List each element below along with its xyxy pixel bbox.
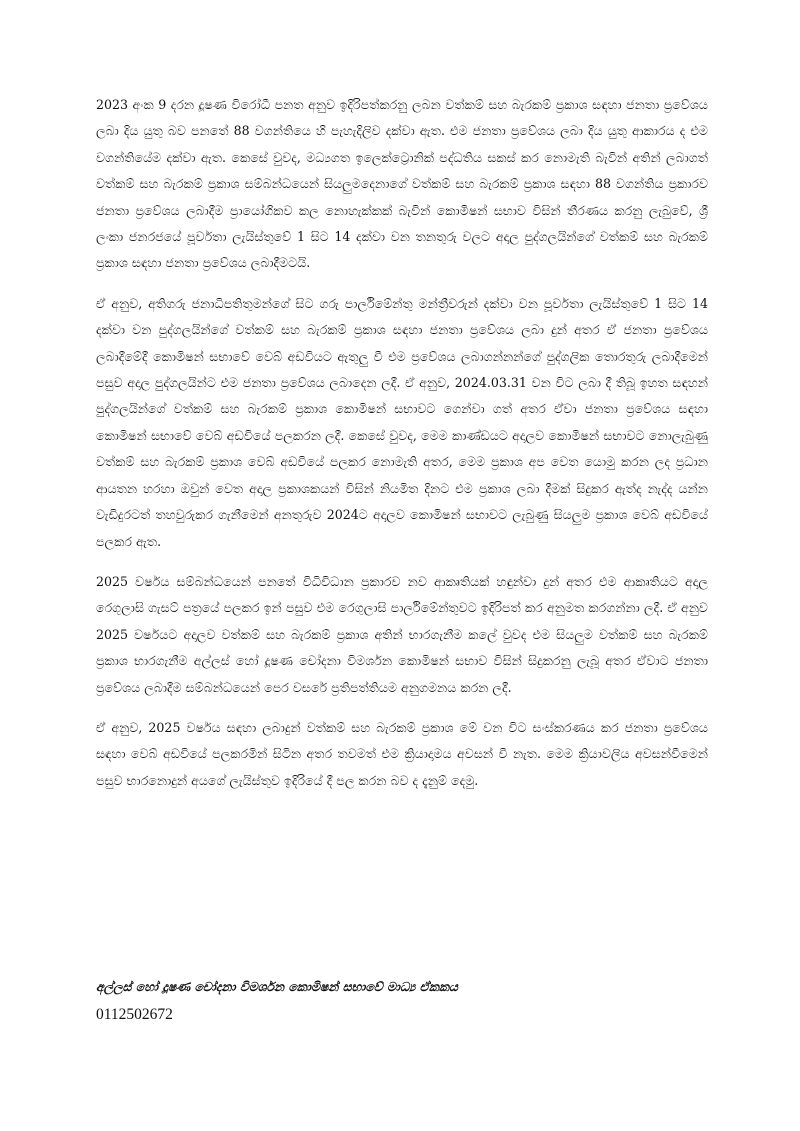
signature-block — [96, 976, 708, 1028]
contact-phone: 0112502672 — [96, 1006, 173, 1023]
paragraph-2: ඒ අනුව, අතිගරු ජනාධිපතිතුමන්ගේ සිට ගරු පාර්ලිමේන්තු මන්ත්‍රීවරුන් දක්වා වන පූර්වතා ලැයිස්තුවේ 1 සිට 14 දක්වා වන පුද්ගලයින්ගේ වත්කම් සහ බැරකම් ප්‍රකාශ සඳහා ජනතා ප්‍රවේශය ලබා දුන් අතර ඒ ජනතා ප්‍රවේශය ලබාදීමේදී කොමිෂන් සභාවේ වෙබ් අඩවියට ඇතුලු වී එම ප්‍රවේශය ලබාගන්නන්ගේ පුද්ගලික තොරතුරු ලබාදීමෙන් පසුව අදාල පුද්ගලයින්ට එම ජනතා ප්‍රවේශය ලබාදෙන ලදී. ඒ අනුව, 2024.03.31 වන විට ලබා දී තිබූ ඉහත සඳහන් පුද්ගලයින්ගේ වත්කම් සහ බැරකම් ප්‍රකාශ කොමිෂන් සභාවට ගෙන්වා ගත් අතර ඒවා ජනතා ප්‍රවේශය සඳහා කොමිෂන් සභාවේ වෙබ් අඩවියේ පලකරන ලදී. කෙසේ වුවද, මෙම කාණ්ඩයට අදාලව කොමිෂන් සභාවට නොලැබුණු වත්කම් සහ බැරකම් ප්‍රකාශ වෙබ් අඩවියේ පලකර නොමැති අතර, මෙම ප්‍රකාශ අප වෙත යොමු කරන ලද ප්‍රධාන ආයතන හරහා ඔවුන් වෙත අදාල ප්‍රකාශකයන් විසින් නියමිත දිනට එම ප්‍රකාශ ලබා දීමක් සිදුකර ඇත්ද නැද්ද යන්න වැඩිදුරටත් තහවුරුකර ගැනීමෙන් අනතුරුව 2024ට අදාලව කොමිෂන් සභාවට ලැබුණු සියලුම ප්‍රකාශ වෙබ් අඩවියේ පලකර ඇත. — [96, 295, 708, 549]
paragraph-3: 2025 වර්ෂය සම්බන්ධයෙන් පනතේ විධිවිධාන ප්‍රකාරව නව ආකෘතියක් හඳුන්වා දුන් අතර එම ආකෘතියට අදාල රෙගුලාසි ගැසට් පත්‍රයේ පලකර ඉන් පසුව එම රෙගුලාසි පාර්ලිමේන්තුවට ඉදිරිපත් කර අනුමත කරගන්නා ලදී. ඒ අනුව 2025 වර්ෂයට අදාලව වත්කම් සහ බැරකම් ප්‍රකාශ අතින් භාරගැනීම කලේ වුවද එම සියලුම වත්කම් සහ බැරකම් ප්‍රකාශ භාරගැනීම අල්ලස් හෝ දූෂණ චෝදනා විමර්ශන කොමිෂන් සභාව විසින් සිදුකරනු ලැබූ අතර ඒවාට ජනතා ප්‍රවේශය ලබාදීම සම්බන්ධයෙන් පෙර වසරේ ප්‍රතිපත්තියම අනුගමනය කරන ලදී. — [96, 573, 708, 695]
paragraph-1: 2023 අංක 9 දරන දූෂණ විරෝධී පනත අනුව ඉදිරිපත්කරනු ලබන වත්කම් සහ බැරකම් ප්‍රකාශ සඳහා ජනතා ප්‍රවේශය ලබා දිය යුතු බව පනතේ 88 වගන්තියෙ හි පැහැදිලිව දක්වා ඇත. එම ජනතා ප්‍රවේශය ලබා දිය යුතු ආකාරය ද එම වගන්තියේම දක්වා ඇත. කෙසේ වුවද, මධ්‍යගත ඉලෙක්ට්‍රොනික් පද්ධතිය සකස් කර නොමැති බැවින් අතින් ලබාගත් වත්කම් සහ බැරකම් ප්‍රකාශ සම්බන්ධයෙන් සියලුමදෙනාගේ වත්කම් සහ බැරකම් ප්‍රකාශ සඳහා 88 වගන්තිය ප්‍රකාරව ජනතා ප්‍රවේශය ලබාදීම ප්‍රායෝගිකව කල නොහැක්කක් බැවින් කොමිෂන් සභාව විසින් තීරණය කරනු ලැබුවේ, ශ්‍රී ලංකා ජනරජයේ පූර්වතා ලැයිස්තුවේ 1 සිට 14 දක්වා වන තනතුරු වලට අදාල පුද්ගලයින්ගේ වත්කම් සහ බැරකම් ප්‍රකාශ සඳහා ජනතා ප්‍රවේශය ලබාදීමටයි. — [96, 97, 708, 271]
paragraph-4: ඒ අනුව, 2025 වර්ෂය සඳහා ලබාදුන් වත්කම් සහ බැරකම් ප්‍රකාශ මේ වන විට සංස්කරණය කර ජනතා ප්‍රවේශය සඳහා වෙබ් අඩවියේ පලකරමින් සිටින අතර තවමත් එම ක්‍රියාදාමය අවසන් වී නැත. මෙම ක්‍රියාවලිය අවසන්වීමෙන් පසුව භාරනොදුන් අයගේ ලැයිස්තුව ඉදිරියේ දී පල කරන බව ද දැනුම් දෙමු. — [96, 719, 708, 788]
media-unit-name: අල්ලස් හෝ දූෂණ චෝදනා විමර්ශන කොමිෂන් සභාවේ මාධ්‍ය ඒකකය — [96, 979, 458, 994]
document-body — [96, 92, 708, 808]
